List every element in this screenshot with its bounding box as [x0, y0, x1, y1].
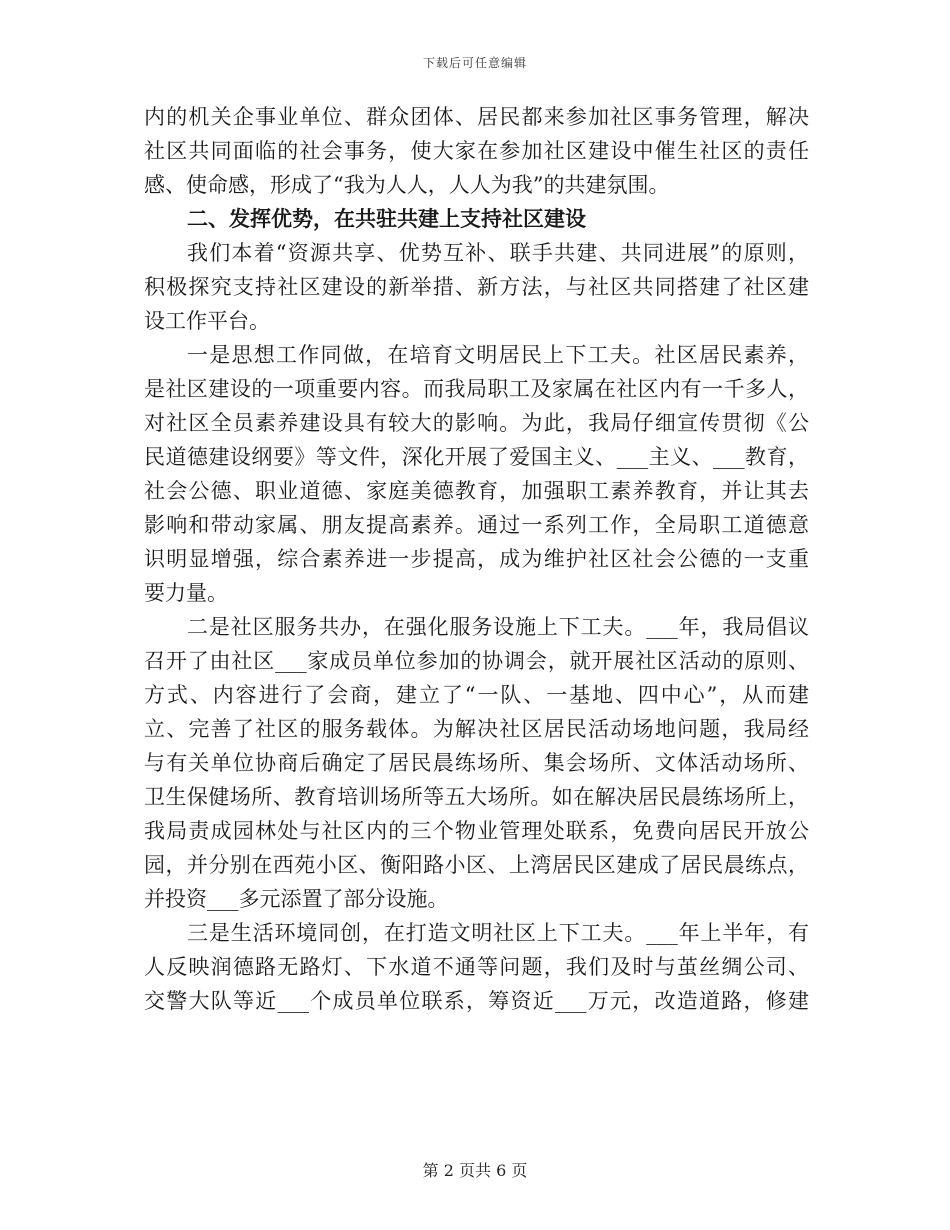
text-line: 召开了由社区___家成员单位参加的协调会，就开展社区活动的原则、	[144, 649, 809, 673]
text-line: 影响和带动家属、朋友提高素养。通过一系列工作，全局职工道德意	[144, 513, 809, 537]
text-line: 三是生活环境同创，在打造文明社区上下工夫。___年上半年，有	[187, 921, 809, 945]
text-line: 是社区建设的一项重要内容。而我局职工及家属在社区内有一千多人，	[144, 377, 809, 401]
page-header-note: 下载后可任意编辑	[422, 56, 527, 70]
text-line: 我局责成园林处与社区内的三个物业管理处联系，免费向居民开放公	[144, 819, 809, 843]
document-body	[144, 100, 809, 1018]
text-line: 社区共同面临的社会事务，使大家在参加社区建设中催生社区的责任	[144, 139, 809, 163]
text-line: 民道德建设纲要》等文件，深化开展了爱国主义、___主义、___教育，	[144, 445, 809, 469]
text-line: 人反映润德路无路灯、下水道不通等问题，我们及时与茧丝绸公司、	[144, 955, 809, 979]
text-line: 感、使命感，形成了“我为人人，人人为我”的共建氛围。	[144, 173, 670, 197]
text-line: 卫生保健场所、教育培训场所等五大场所。如在解决居民晨练场所上，	[144, 785, 809, 809]
text-line: 立、完善了社区的服务载体。为解决社区居民活动场地问题，我局经	[144, 717, 809, 741]
text-line: 与有关单位协商后确定了居民晨练场所、集会场所、文体活动场所、	[144, 751, 809, 775]
text-line: 二是社区服务共办，在强化服务设施上下工夫。___年，我局倡议	[187, 615, 809, 639]
section-heading: 二、发挥优势，在共驻共建上支持社区建设	[187, 206, 586, 231]
text-line: 方式、内容进行了会商，建立了“一队、一基地、四中心”，从而建	[144, 683, 809, 707]
text-line: 一是思想工作同做，在培育文明居民上下工夫。社区居民素养，	[187, 343, 809, 367]
text-line: 并投资___多元添置了部分设施。	[144, 887, 449, 911]
text-line: 对社区全员素养建设具有较大的影响。为此，我局仔细宣传贯彻《公	[144, 411, 809, 435]
text-line: 要力量。	[144, 581, 228, 605]
text-line: 交警大队等近___个成员单位联系，筹资近___万元，改造道路，修建	[144, 989, 809, 1013]
text-line: 内的机关企事业单位、群众团体、居民都来参加社区事务管理，解决	[144, 105, 809, 129]
page-number: 第 2 页共 6 页	[422, 1161, 528, 1180]
text-line: 识明显增强，综合素养进一步提高，成为维护社区社会公德的一支重	[144, 547, 809, 571]
text-line: 社会公德、职业道德、家庭美德教育，加强职工素养教育，并让其去	[144, 479, 809, 503]
text-line: 园，并分别在西苑小区、衡阳路小区、上湾居民区建成了居民晨练点，	[144, 853, 809, 877]
text-line: 设工作平台。	[144, 309, 270, 333]
text-line: 积极探究支持社区建设的新举措、新方法，与社区共同搭建了社区建	[144, 275, 809, 299]
text-line: 我们本着“资源共享、优势互补、联手共建、共同进展”的原则，	[187, 241, 809, 265]
